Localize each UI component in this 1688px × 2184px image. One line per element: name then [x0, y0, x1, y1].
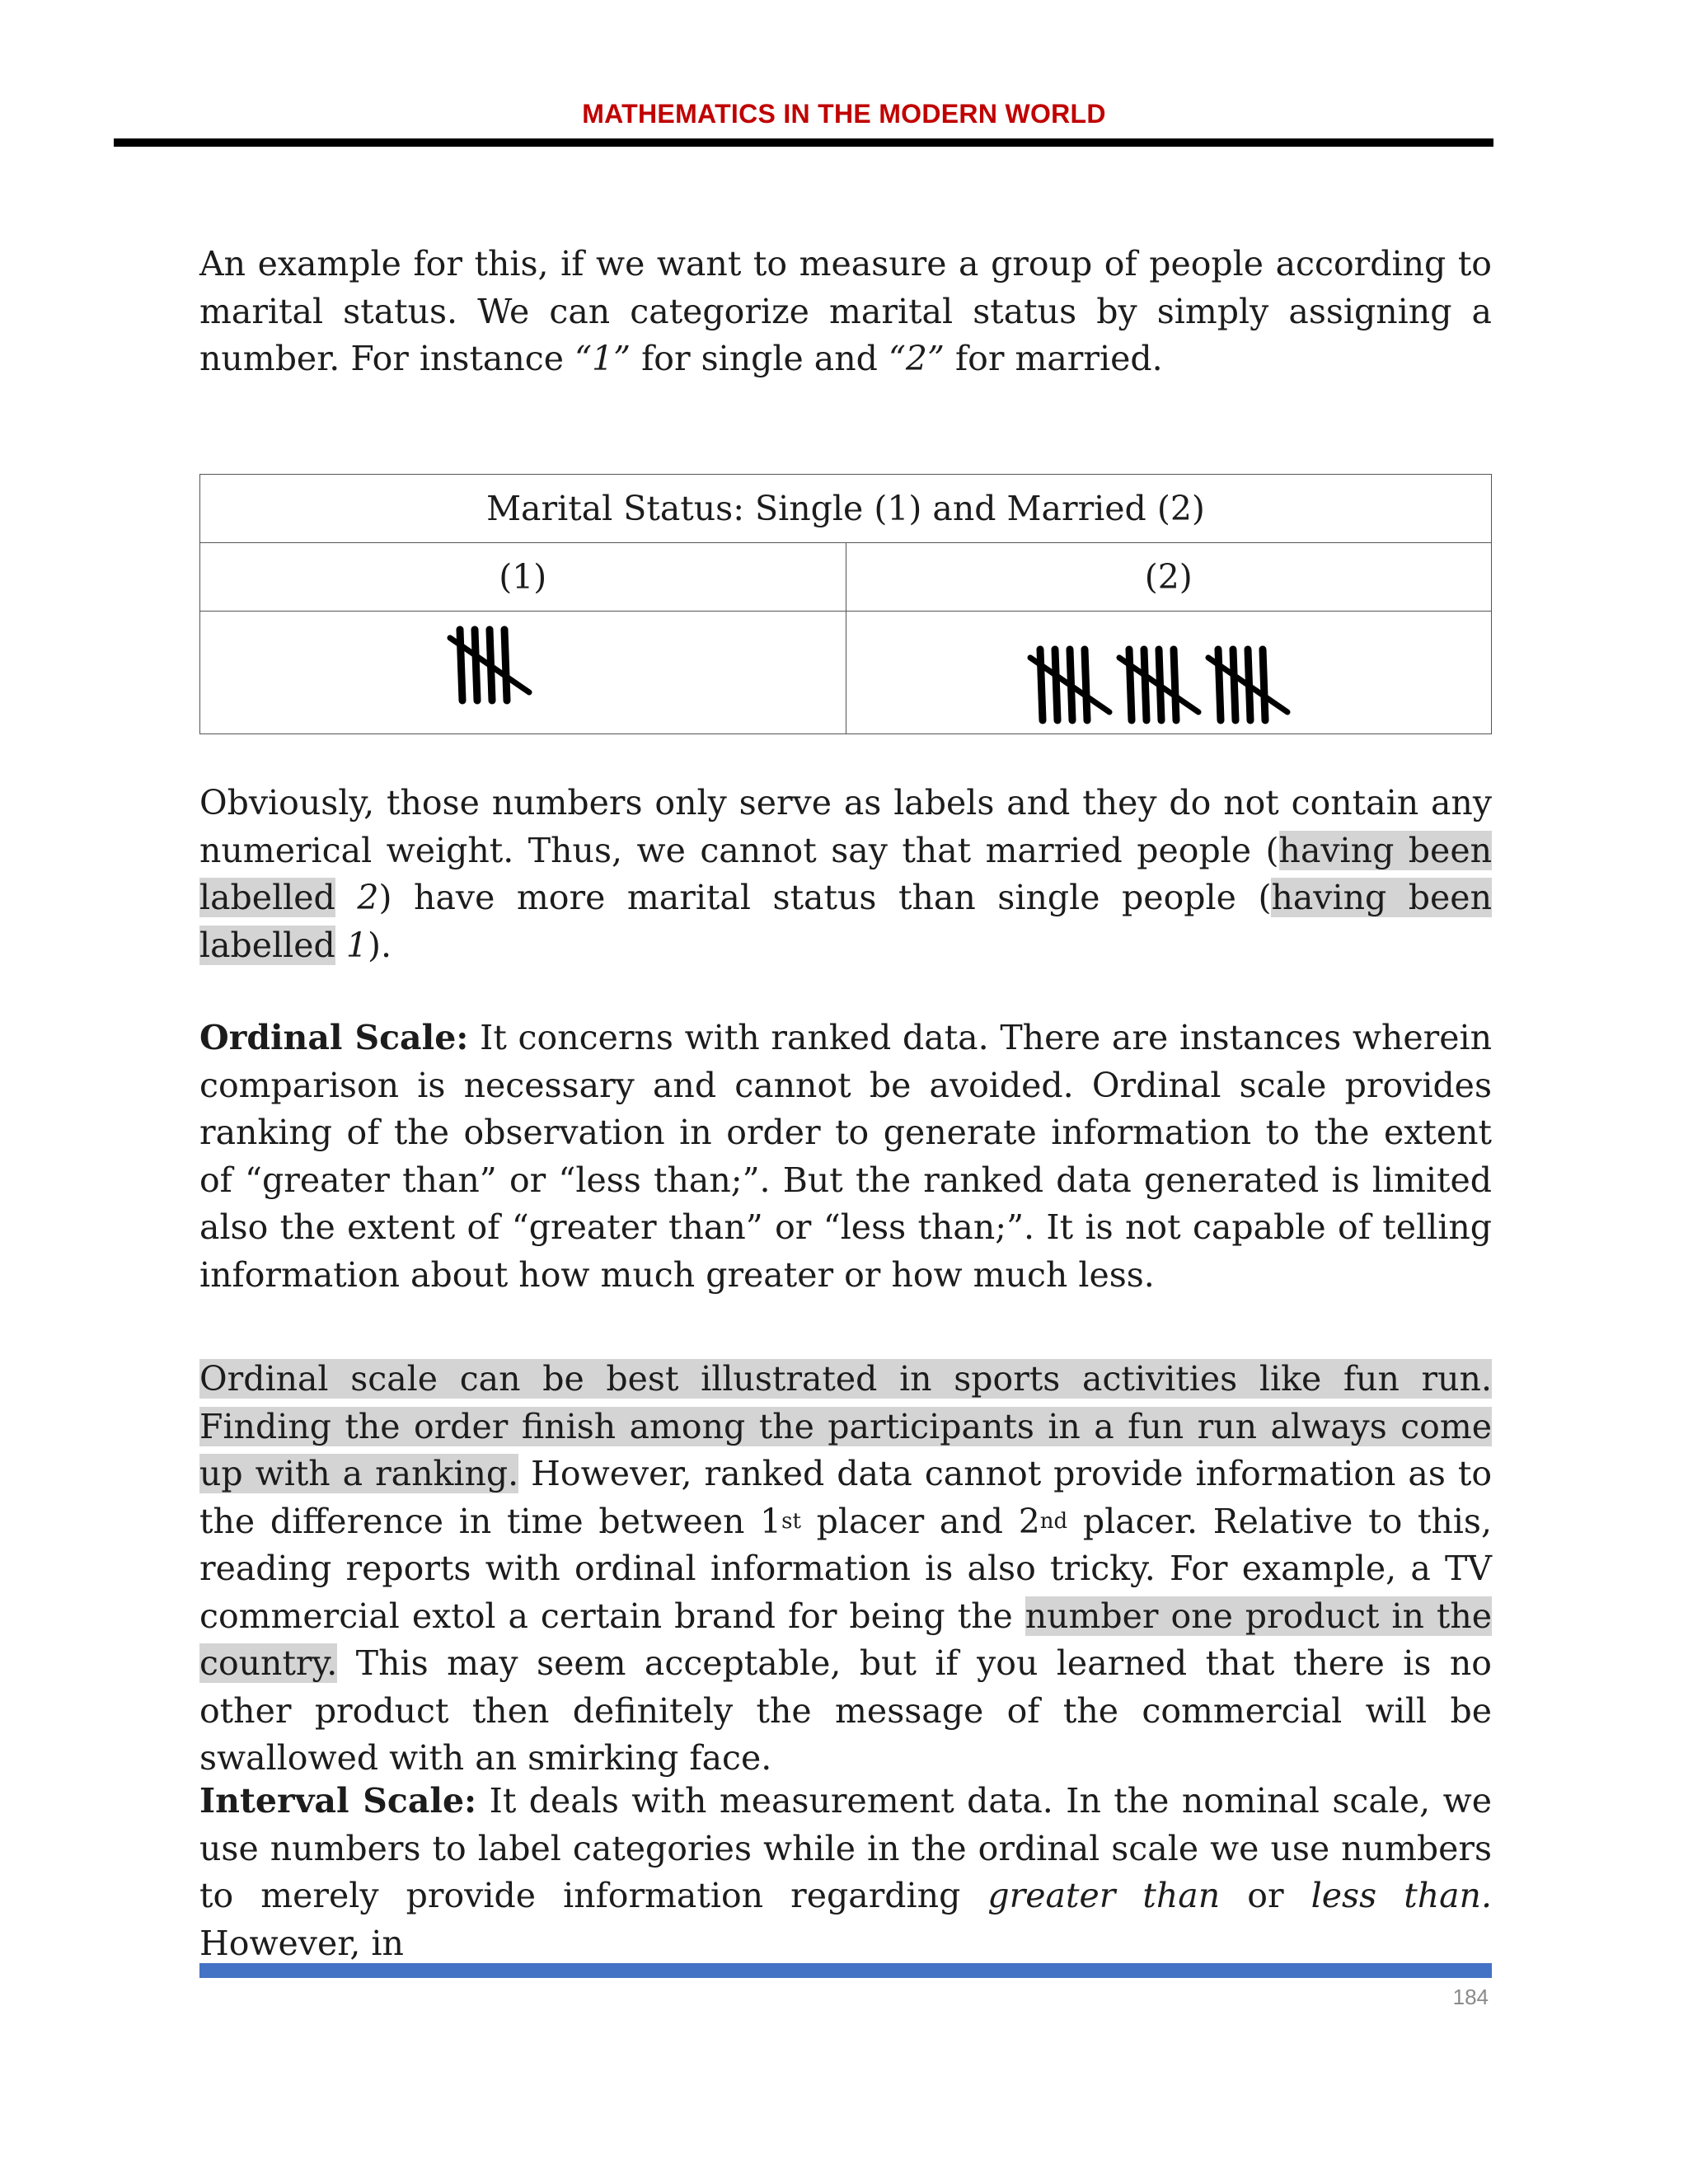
obvious-text-a: Obviously, those numbers only serve as labels and they do not contain any numerical weight. Thus, we cannot say that married people ( [199, 783, 1492, 870]
page-header-title: MATHEMATICS IN THE MODERN WORLD [582, 99, 1106, 129]
highlight-number-one: number one product in the country. [199, 1596, 1492, 1683]
marital-status-table [199, 474, 1492, 734]
page-number: 184 [1452, 1985, 1489, 2009]
tally-marks-married [1020, 640, 1317, 730]
obvious-text-b: ) have more marital status than single people ( [378, 878, 1272, 917]
highlight-labelled-1: having been labelled [199, 878, 1492, 965]
tally-stroke [1174, 649, 1176, 720]
sports-text-c: placer. Relative to this, reading reports with ordinal information is also tricky. For example, a TV commercial extol a certain brand for being the [199, 1501, 1492, 1636]
quote-two: “2” [888, 339, 945, 378]
header-rule [114, 138, 1493, 147]
interval-text-a: It deals with measurement data. In the nominal scale, we use numbers to label categories while in the ordinal scale we use numbers to merely provide information regarding [199, 1781, 1492, 1915]
interval-heading: Interval Scale: [199, 1781, 477, 1821]
tally-stroke [1233, 649, 1236, 720]
obviously-paragraph [199, 780, 1492, 969]
tally-cell-married [846, 612, 1492, 734]
tally-stroke [504, 630, 507, 701]
tally-stroke [1129, 649, 1132, 720]
footer-bar [199, 1963, 1492, 1978]
tally-marks-single [440, 620, 605, 710]
superscript-st: st [781, 1508, 801, 1534]
interval-text-b: or [1220, 1876, 1311, 1915]
tally-stroke [475, 630, 477, 701]
superscript-nd: nd [1039, 1508, 1068, 1534]
obvious-text-d: ). [367, 925, 392, 965]
tally-stroke [1263, 649, 1265, 720]
interval-paragraph [199, 1778, 1492, 1967]
intro-text-b: for single and [631, 339, 889, 378]
italic-greater-than: greater than [987, 1876, 1221, 1915]
quote-one: “1” [574, 339, 631, 378]
ordinal-paragraph [199, 1015, 1492, 1299]
ordinal-heading: Ordinal Scale: [199, 1018, 469, 1057]
ordinal-text: It concerns with ranked data. There are instances wherein comparison is necessary and cannot be avoided. Ordinal scale provides ranking of the observation in order to generate information to the extent of “greater than” or “less than;”. But the ranked data generated is limited also the extent of “greater than” or “less than;”. It is not capable of telling information about how much greater or how much less. [199, 1018, 1492, 1295]
interval-text-c: However, in [199, 1923, 404, 1963]
tally-stroke [460, 630, 462, 701]
tally-stroke [1040, 649, 1043, 720]
intro-text-c: for married. [944, 339, 1163, 378]
obvious-space [335, 878, 358, 917]
table-title-cell: Marital Status: Single (1) and Married (2) [200, 475, 1492, 543]
tally-stroke [1055, 649, 1057, 720]
italic-less-than: less than. [1311, 1876, 1492, 1915]
table-header-married: (2) [846, 543, 1492, 612]
obvious-space-2 [335, 926, 346, 965]
tally-stroke [1218, 649, 1221, 720]
tally-cell-single [200, 612, 846, 734]
sports-text-b: placer and 2 [800, 1501, 1040, 1541]
sports-text-a: However, ranked data cannot provide information as to the difference in time between 1 [199, 1454, 1493, 1541]
italic-two: 2 [357, 878, 379, 917]
tally-stroke [1085, 649, 1087, 720]
intro-paragraph [199, 241, 1492, 383]
highlight-fun-run: Ordinal scale can be best illustrated in sports activities like fun run. Finding the order finish among the participants in a fun run always come up with a ranking. [199, 1359, 1492, 1493]
intro-text: An example for this, if we want to measure a group of people according to marital status. We can categorize marital status by simply assigning a number. For instance [199, 244, 1492, 378]
tally-stroke [1144, 649, 1146, 720]
sports-paragraph [199, 1356, 1492, 1783]
sports-text-d: This may seem acceptable, but if you learned that there is no other product then definitely the message of the commercial will be swallowed with an smirking face. [199, 1643, 1492, 1778]
italic-one: 1 [345, 925, 368, 965]
highlight-labelled-2: having been labelled [199, 830, 1492, 917]
table-header-single: (1) [200, 543, 846, 612]
